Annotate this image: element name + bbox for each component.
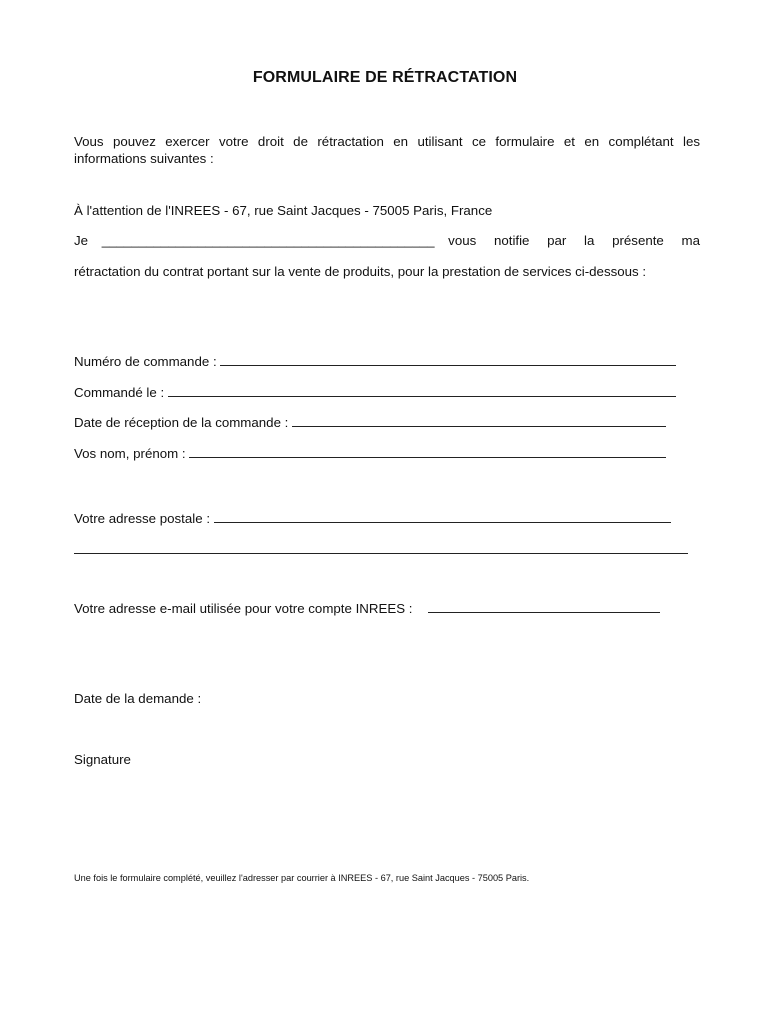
postal-address-input-2[interactable] [74,541,688,554]
name-label: Vos nom, prénom : [74,446,186,461]
attention-line: À l'attention de l'INREES - 67, rue Saint Jacques - 75005 Paris, France [74,203,493,218]
intro-line-2: informations suivantes : [74,150,214,166]
retraction-line: rétractation du contrat portant sur la vente de produits, pour la prestation de services ci-dessous : [74,264,647,279]
je-blank[interactable]: _____________________________________________ [101,233,435,248]
name-field [74,445,666,462]
email-input[interactable] [428,600,660,613]
form-title: FORMULAIRE DE RÉTRACTATION [252,69,518,86]
postal-address-field [74,510,671,527]
email-label: Votre adresse e-mail utilisée pour votre compte INREES : [74,601,413,616]
request-date-label: Date de la demande : [74,691,202,706]
name-input[interactable] [189,445,666,458]
email-field [74,600,660,617]
order-number-field [74,353,676,370]
reception-date-field [74,414,666,431]
reception-date-input[interactable] [292,414,666,427]
order-number-input[interactable] [220,353,676,366]
postal-address-label: Votre adresse postale : [74,511,211,526]
intro-line-1: Vous pouvez exercer votre droit de rétractation en utilisant ce formulaire et en complétant les [74,134,700,149]
postal-address-input[interactable] [214,510,671,523]
order-number-label: Numéro de commande : [74,354,217,369]
footer-note: Une fois le formulaire complété, veuillez l'adresser par courrier à INREES - 67, rue Saint Jacques - 75005 Paris. [74,873,530,883]
ordered-on-label: Commandé le : [74,385,165,400]
ordered-on-input[interactable] [168,384,676,397]
signature-label: Signature [74,752,131,767]
je-label: Je [74,233,89,248]
intro-paragraph [74,134,700,167]
je-suffix: vous notifie par la présente ma [448,233,700,248]
je-line [74,232,700,249]
reception-date-label: Date de réception de la commande : [74,415,289,430]
ordered-on-field [74,384,676,401]
postal-address-line-2 [74,541,688,558]
